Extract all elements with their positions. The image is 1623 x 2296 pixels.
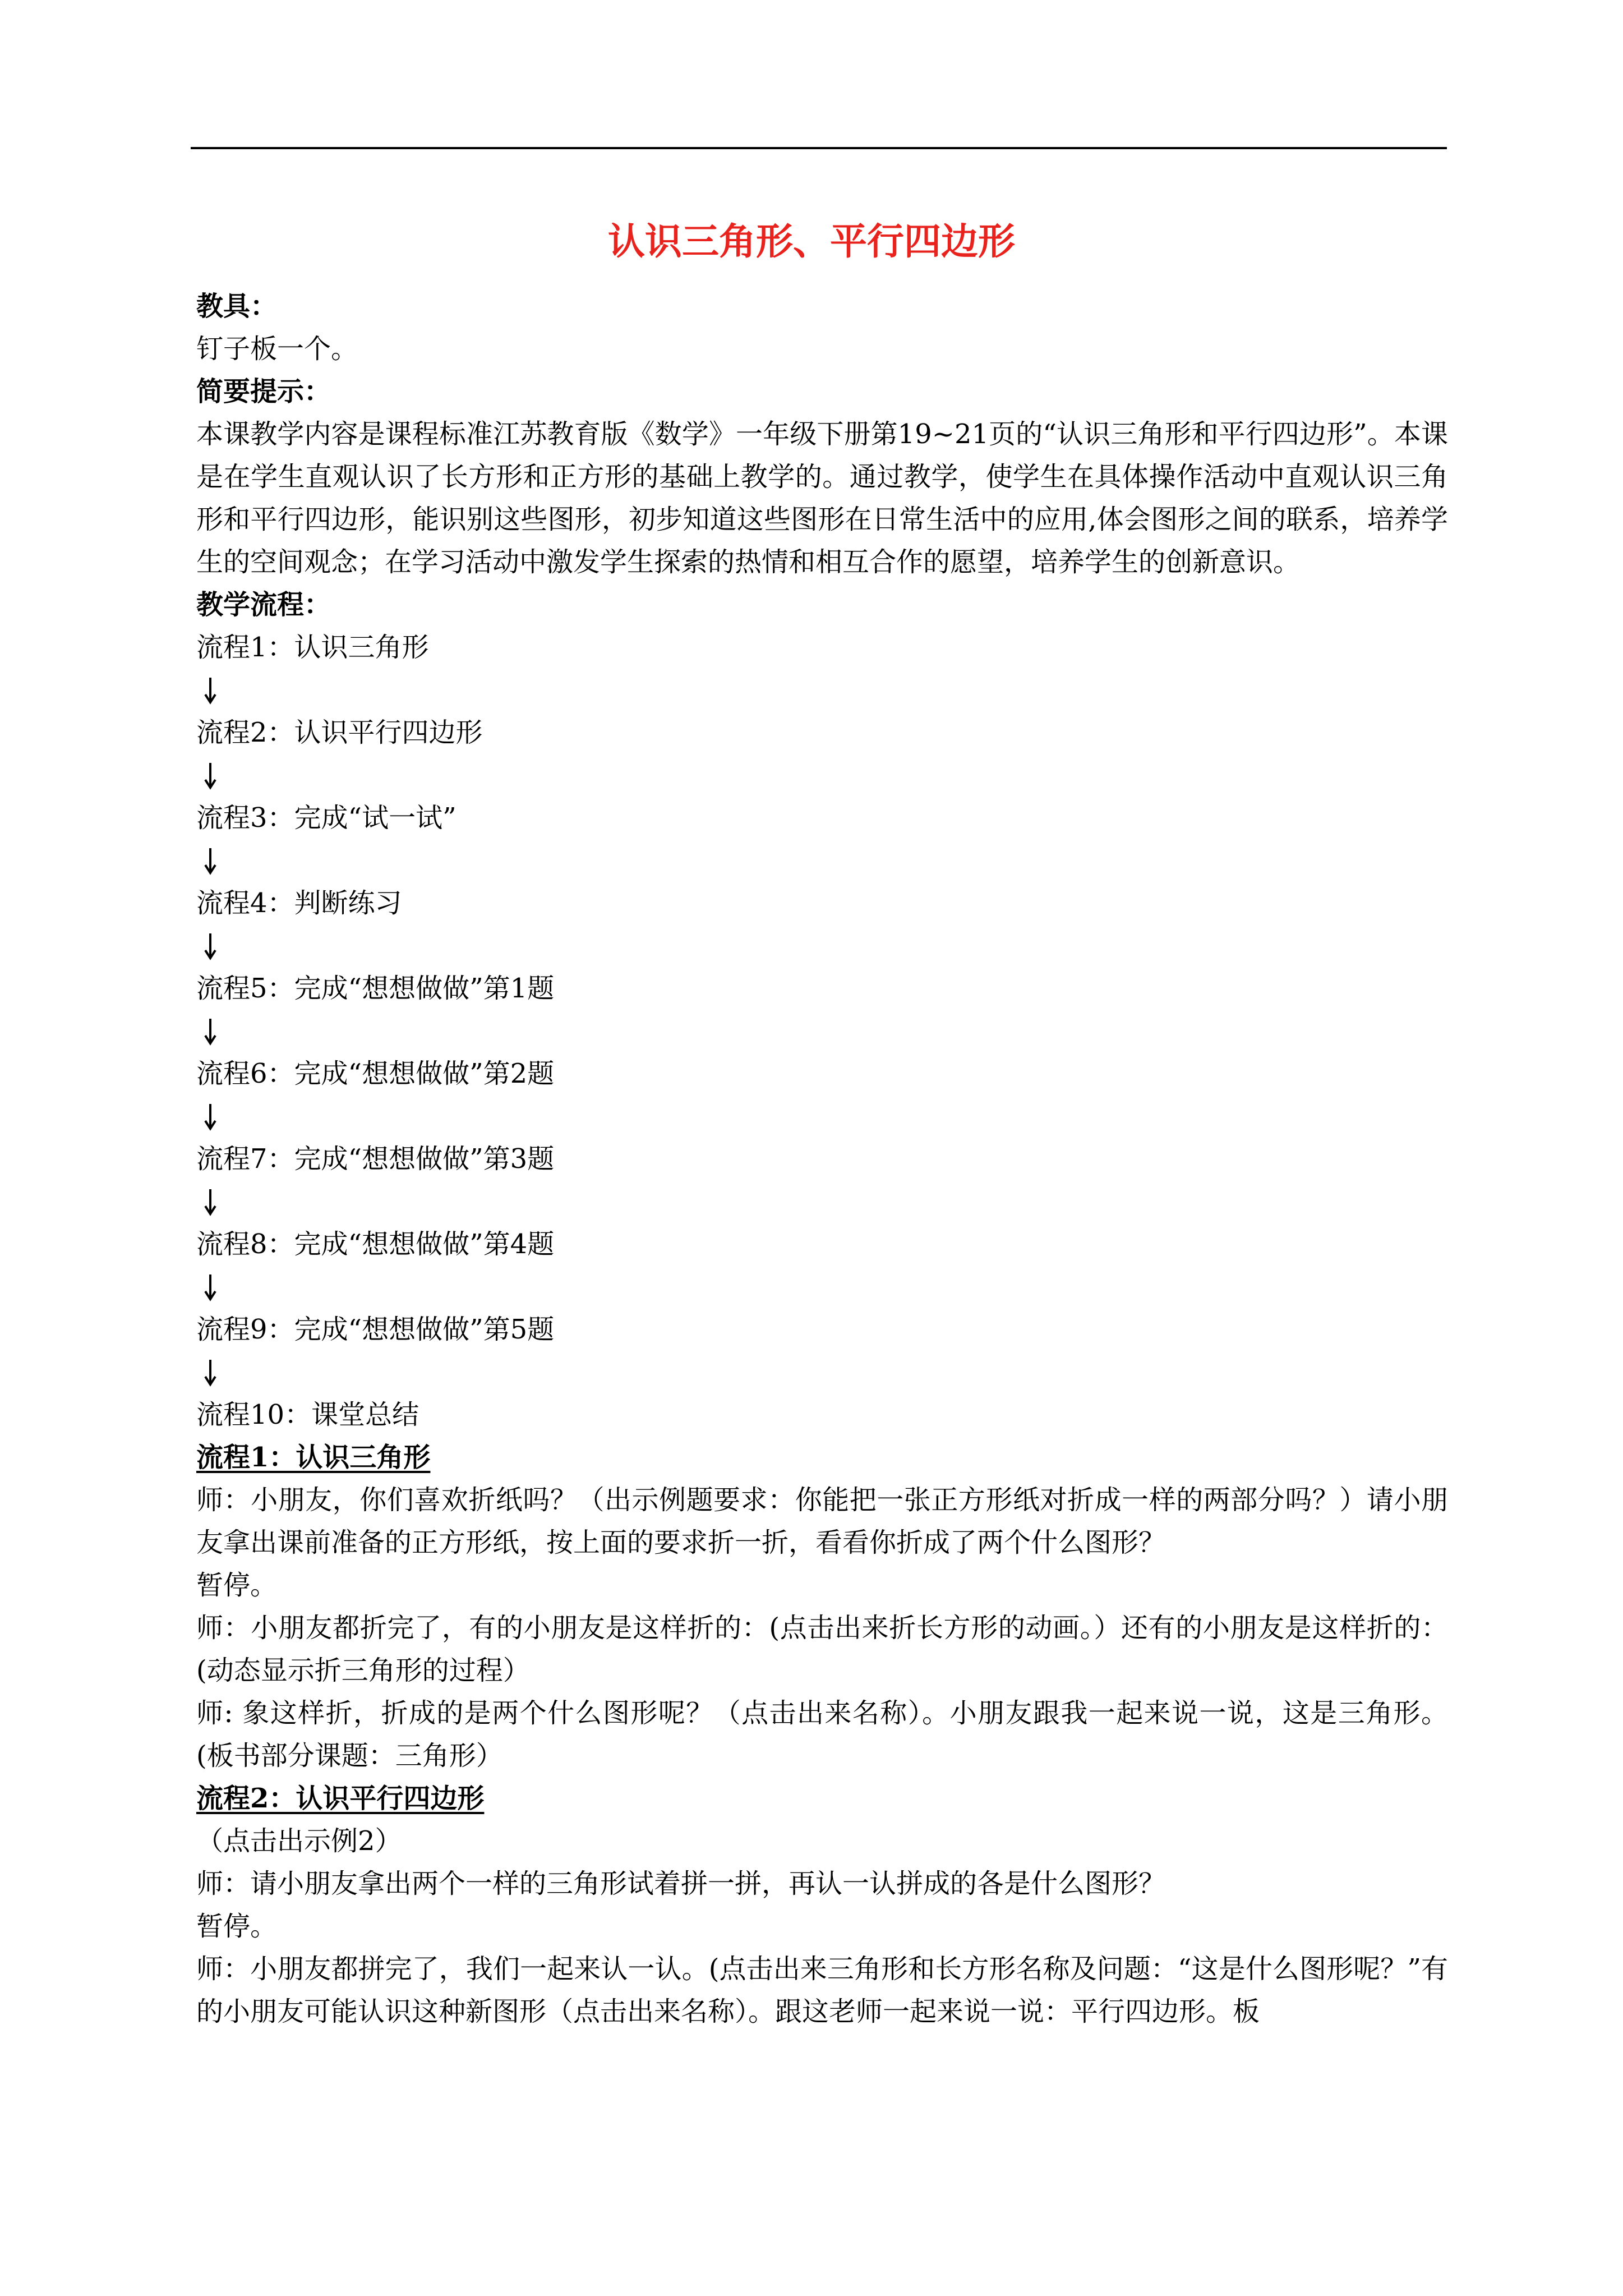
flow-step: 流程10：课堂总结 xyxy=(196,1399,419,1430)
down-arrow-icon xyxy=(196,1095,1448,1138)
down-arrow-icon xyxy=(196,669,1448,711)
flow-list xyxy=(196,626,1448,1436)
down-arrow-icon xyxy=(196,1010,1448,1052)
flow-step: 流程1：认识三角形 xyxy=(196,632,429,663)
down-arrow-icon xyxy=(196,1351,1448,1393)
flow-step: 流程7：完成“想想做做”第3题 xyxy=(196,1143,555,1175)
down-arrow-icon xyxy=(196,924,1448,967)
section2-paragraph: 师：请小朋友拿出两个一样的三角形试着拼一拼，再认一认拼成的各是什么图形？ xyxy=(196,1868,1166,1899)
flow-step: 流程5：完成“想想做做”第1题 xyxy=(196,973,555,1004)
teaching-aids-text: 钉子板一个。 xyxy=(196,333,358,365)
section2-paragraph: （点击出示例2） xyxy=(196,1825,402,1857)
down-arrow-icon xyxy=(196,754,1448,797)
flow-step: 流程2：认识平行四边形 xyxy=(196,717,483,748)
document-body xyxy=(196,285,1448,2033)
section1-paragraph: 师: 象这样折，折成的是两个什么图形呢？（点击出来名称）。小朋友跟我一起来说一说，这是三角形。(板书部分课题：三角形） xyxy=(196,1697,1448,1772)
section2-paragraph: 师：小朋友都拼完了，我们一起来认一认。(点击出来三角形和长方形名称及问题：“这是什么图形呢？”有的小朋友可能认识这种新图形（点击出来名称）。跟这老师一起来说一说：平行四边形。板 xyxy=(196,1953,1448,2027)
section2-heading: 流程2：认识平行四边形 xyxy=(196,1783,485,1814)
flow-step: 流程3：完成“试一试” xyxy=(196,802,457,834)
summary-heading: 简要提示： xyxy=(196,376,331,407)
down-arrow-icon xyxy=(196,1266,1448,1308)
flow-step: 流程6：完成“想想做做”第2题 xyxy=(196,1058,555,1089)
document-title: 认识三角形、平行四边形 xyxy=(608,219,1015,263)
teaching-aids-heading: 教具： xyxy=(196,291,278,322)
process-heading: 教学流程： xyxy=(196,589,331,620)
section1-paragraph: 师：小朋友都折完了，有的小朋友是这样折的：(点击出来折长方形的动画。）还有的小朋友是这样折的：(动态显示折三角形的过程） xyxy=(196,1612,1448,1686)
section1-paragraph: 师：小朋友，你们喜欢折纸吗？（出示例题要求：你能把一张正方形纸对折成一样的两部分吗？）请小朋友拿出课前准备的正方形纸，按上面的要求折一折，看看你折成了两个什么图形？ xyxy=(196,1484,1448,1558)
flow-step: 流程4：判断练习 xyxy=(196,887,402,919)
section2-paragraph: 暂停。 xyxy=(196,1911,278,1942)
section1-heading: 流程1：认识三角形 xyxy=(196,1442,431,1473)
down-arrow-icon xyxy=(196,1180,1448,1223)
flow-step: 流程9：完成“想想做做”第5题 xyxy=(196,1314,555,1345)
section1-paragraph: 暂停。 xyxy=(196,1570,278,1601)
down-arrow-icon xyxy=(196,839,1448,882)
flow-step: 流程8：完成“想想做做”第4题 xyxy=(196,1228,555,1260)
summary-text: 本课教学内容是课程标准江苏教育版《数学》一年级下册第19~21页的“认识三角形和平行四边形”。本课是在学生直观认识了长方形和正方形的基础上教学的。通过教学，使学生在具体操作活动中直观认识三角形和平行四边形，能识别这些图形，初步知道这些图形在日常生活中的应用,体会图形之间的联系，培养学生的空间观念；在学习活动中激发学生探索的热情和相互合作的愿望，培养学生的创新意识。 xyxy=(196,418,1448,578)
header-rule xyxy=(191,147,1447,149)
